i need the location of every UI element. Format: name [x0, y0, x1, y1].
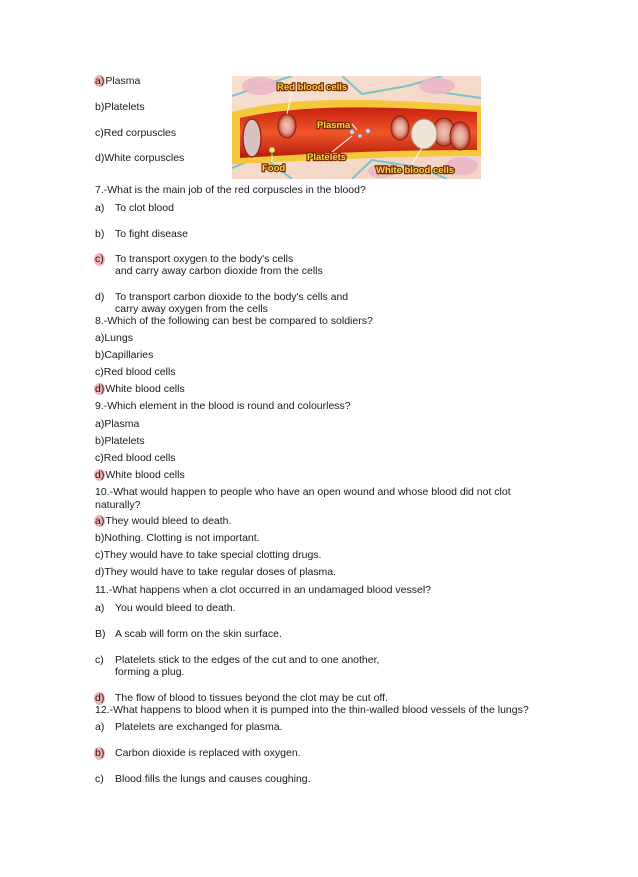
option-text: Platelets: [104, 435, 145, 447]
option-text: To fight disease: [115, 228, 188, 240]
q6-option-d: [95, 152, 184, 165]
label-platelets: Platelets: [307, 152, 347, 163]
option-text: carry away oxygen from the cells: [115, 303, 268, 315]
option-text: They would bleed to death.: [105, 515, 232, 527]
answer-highlight: d): [95, 383, 105, 395]
option-letter: c): [95, 549, 104, 561]
option-text: Red blood cells: [103, 452, 176, 464]
option-text: Platelets stick to the edges of the cut and to one another,: [115, 654, 380, 666]
option-text: and carry away carbon dioxide from the cells: [115, 265, 323, 277]
option-letter: b): [95, 228, 105, 240]
q7-question: 7.-What is the main job of the red corpuscles in the blood?: [95, 184, 366, 196]
option-letter: B): [95, 628, 106, 640]
q8-option-a: [95, 332, 133, 345]
q11-question: 11.-What happens when a clot occurred in an undamaged blood vessel?: [95, 584, 432, 596]
option-text: White blood cells: [105, 469, 185, 481]
q9-option-c: [95, 452, 176, 465]
option-letter: c): [95, 654, 104, 666]
option-letter: c): [95, 366, 104, 378]
option-text: Lungs: [104, 332, 133, 344]
option-text: You would bleed to death.: [115, 602, 236, 614]
option-text: Plasma: [104, 418, 140, 430]
option-text: Nothing. Clotting is not important.: [104, 532, 260, 544]
q8-option-b: [95, 349, 153, 362]
q9-option-d: [95, 469, 185, 482]
option-text: Red corpuscles: [103, 127, 177, 139]
option-letter: b): [95, 435, 105, 447]
q10-option-b: [95, 532, 260, 545]
option-text: Platelets: [104, 101, 145, 113]
label-plasma: Plasma: [317, 120, 351, 131]
vessel-opening: [243, 119, 261, 157]
option-letter: a): [95, 332, 105, 344]
food-particle: [269, 147, 275, 153]
option-letter: d): [95, 291, 105, 303]
q10-question: 10.-What would happen to people who have an open wound and whose blood did not clot naturally?: [95, 486, 511, 511]
option-text: Red blood cells: [103, 366, 176, 378]
q10-option-a: [95, 515, 231, 528]
option-text: forming a plug.: [115, 666, 185, 678]
label-food: Food: [262, 163, 286, 174]
option-letter: a): [95, 418, 105, 430]
option-text: To transport carbon dioxide to the body's cells and: [115, 291, 349, 303]
q9-option-a: [95, 418, 139, 431]
option-text: White corpuscles: [104, 152, 185, 164]
q10-option-c: [95, 549, 321, 562]
white-blood-cell: [411, 119, 437, 149]
option-letter: b): [95, 101, 105, 113]
answer-highlight: d): [95, 692, 105, 704]
option-text: To transport oxygen to the body's cells: [115, 253, 294, 265]
option-text: They would have to take special clotting drugs.: [103, 549, 322, 561]
q8-question: 8.-Which of the following can best be compared to soldiers?: [95, 315, 373, 327]
option-letter: a): [95, 602, 105, 614]
option-letter: c): [95, 773, 104, 785]
q8-option-d: [95, 383, 185, 396]
label-white-blood-cells: White blood cells: [376, 165, 455, 176]
q6-option-a: [95, 75, 140, 88]
q6-option-b: [95, 101, 145, 114]
answer-highlight: c): [95, 253, 104, 265]
option-letter: a): [95, 721, 105, 733]
q12-question: 12.-What happens to blood when it is pumped into the thin-walled blood vessels of the lungs?: [95, 704, 529, 716]
answer-highlight: b): [95, 747, 105, 759]
answer-highlight: d): [95, 469, 105, 481]
option-letter: b): [95, 349, 105, 361]
option-letter: d): [95, 152, 105, 164]
option-letter: d): [95, 566, 105, 578]
option-text: A scab will form on the skin surface.: [115, 628, 282, 640]
answer-highlight: a): [95, 75, 105, 87]
option-text: To clot blood: [115, 202, 174, 214]
option-letter: c): [95, 452, 104, 464]
q6-option-c: [95, 127, 176, 140]
q9-question: 9.-Which element in the blood is round and colourless?: [95, 400, 351, 412]
blood-vessel-illustration: [232, 76, 481, 179]
option-text: White blood cells: [105, 383, 185, 395]
option-text: Blood fills the lungs and causes coughing.: [115, 773, 311, 785]
option-text: Capillaries: [104, 349, 154, 361]
answer-highlight: a): [95, 515, 105, 527]
q10-option-d: [95, 566, 336, 579]
option-letter: b): [95, 532, 105, 544]
q8-option-c: [95, 366, 176, 379]
option-letter: c): [95, 127, 104, 139]
option-text: The flow of blood to tissues beyond the clot may be cut off.: [115, 692, 388, 704]
option-text: Carbon dioxide is replaced with oxygen.: [115, 747, 301, 759]
q9-option-b: [95, 435, 145, 448]
option-text: Platelets are exchanged for plasma.: [115, 721, 283, 733]
option-letter: a): [95, 202, 105, 214]
option-text: Plasma: [105, 75, 141, 87]
option-text: They would have to take regular doses of plasma.: [104, 566, 337, 578]
label-red-blood-cells: Red blood cells: [277, 82, 348, 93]
